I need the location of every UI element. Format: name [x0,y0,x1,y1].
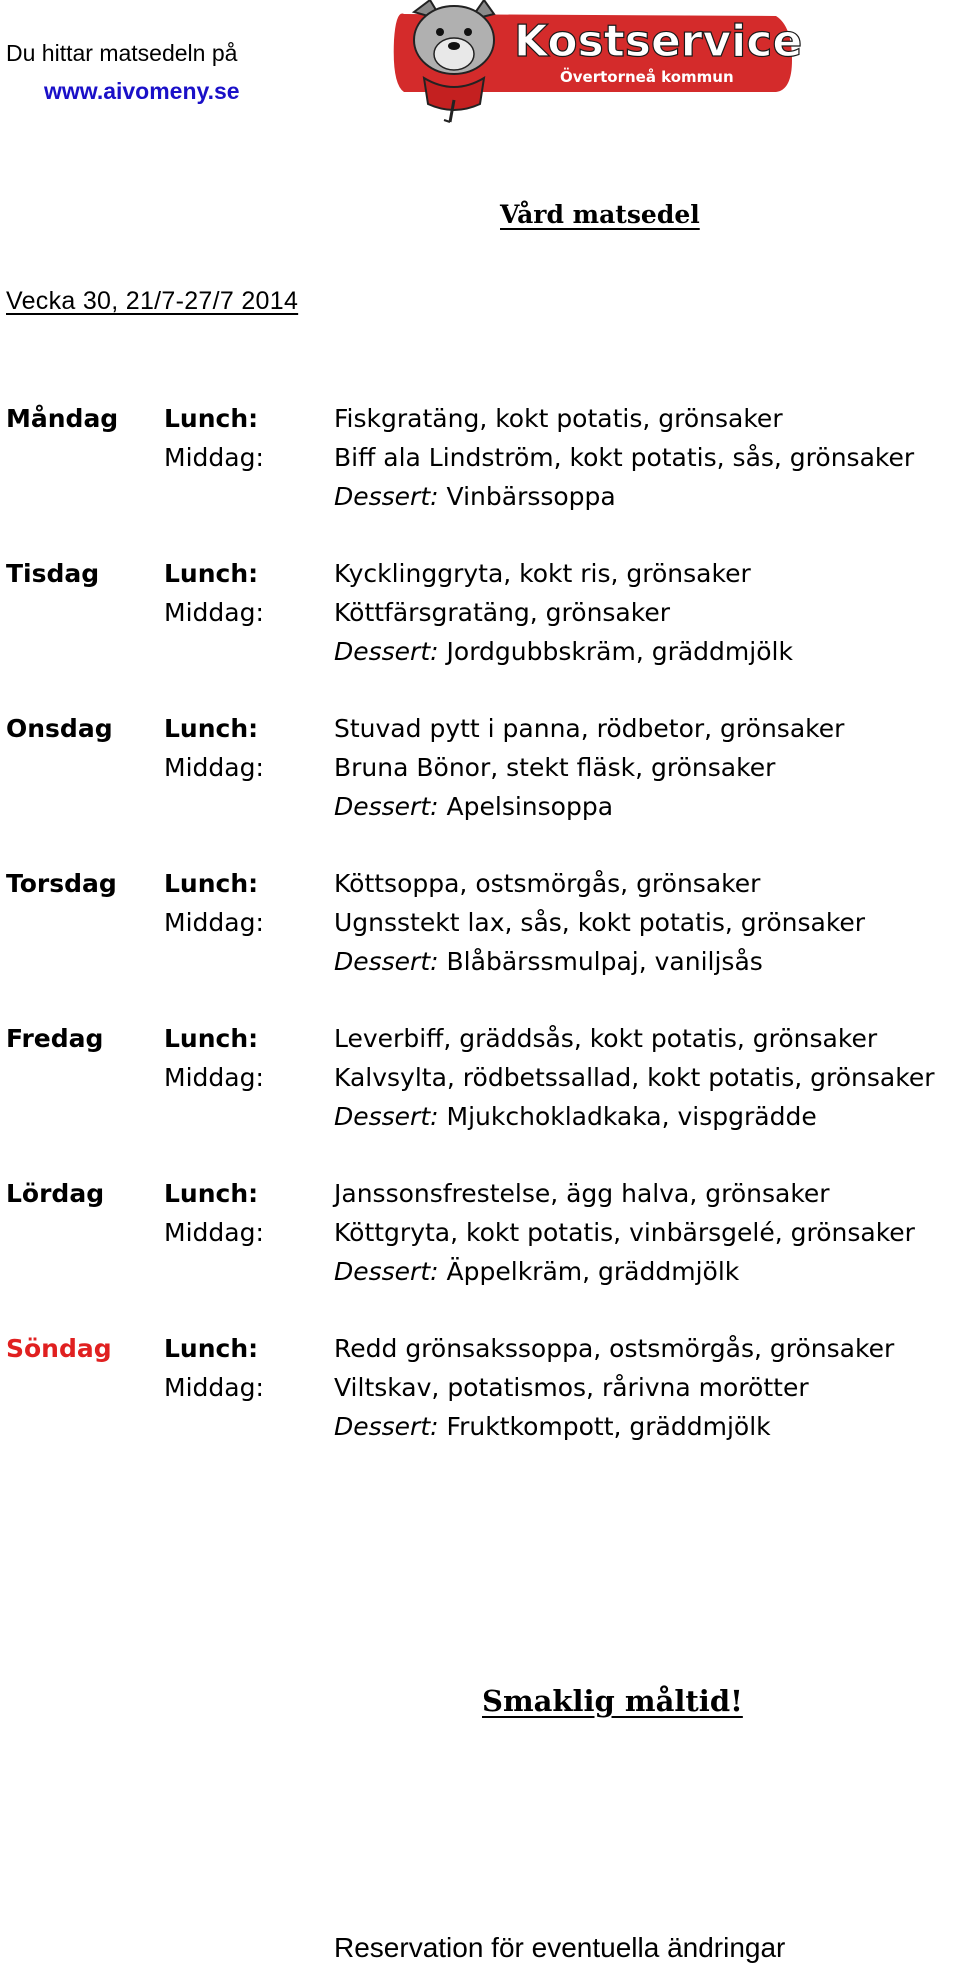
dessert-label: Dessert: [334,637,439,666]
dessert-dish: Apelsinsoppa [446,792,614,821]
wolf-mascot-icon [414,0,494,122]
middag-label: Middag: [164,908,264,937]
day-name: Onsdag [6,714,113,743]
dessert-dish: Fruktkompott, gräddmjölk [446,1412,771,1441]
lunch-label: Lunch: [164,1024,259,1053]
dessert-row [334,482,616,511]
closing-text: Smaklig måltid! [482,1684,743,1718]
day-name: Måndag [6,404,119,433]
dessert-dish: Vinbärssoppa [446,482,616,511]
dessert-label: Dessert: [334,482,439,511]
dessert-row [334,1412,771,1441]
logo-name: Kostservice [514,16,803,67]
lunch-dish: Leverbiff, gräddsås, kokt potatis, grönsaker [334,1024,878,1053]
middag-label: Middag: [164,1063,264,1092]
dessert-label: Dessert: [334,1102,439,1131]
lunch-label: Lunch: [164,1334,259,1363]
middag-label: Middag: [164,443,264,472]
middag-dish: Bruna Bönor, stekt fläsk, grönsaker [334,753,776,782]
dessert-dish: Äppelkräm, gräddmjölk [446,1257,740,1286]
kostservice-logo [384,0,804,124]
website-link[interactable]: www.aivomeny.se [44,78,240,104]
dessert-dish: Blåbärssmulpaj, vaniljsås [446,947,763,976]
logo-subtitle: Övertorneå kommun [560,68,734,86]
page-title: Vård matsedel [500,200,700,229]
middag-dish: Viltskav, potatismos, rårivna morötter [334,1373,809,1402]
lunch-dish: Kycklinggryta, kokt ris, grönsaker [334,559,751,588]
lunch-dish: Köttsoppa, ostsmörgås, grönsaker [334,869,761,898]
dessert-label: Dessert: [334,947,439,976]
middag-dish: Kalvsylta, rödbetssallad, kokt potatis, grönsaker [334,1063,935,1092]
lunch-label: Lunch: [164,714,259,743]
dessert-row [334,1102,817,1131]
middag-dish: Biff ala Lindström, kokt potatis, sås, grönsaker [334,443,915,472]
dessert-row [334,637,793,666]
day-name: Tisdag [6,559,100,588]
lunch-label: Lunch: [164,559,259,588]
dessert-label: Dessert: [334,792,439,821]
dessert-row [334,1257,739,1286]
dessert-row [334,792,613,821]
reservation-note: Reservation för eventuella ändringar [334,1932,786,1963]
lunch-label: Lunch: [164,404,259,433]
week-heading: Vecka 30, 21/7-27/7 2014 [6,287,299,315]
dessert-label: Dessert: [334,1257,439,1286]
dessert-label: Dessert: [334,1412,439,1441]
dessert-dish: Jordgubbskräm, gräddmjölk [446,637,793,666]
day-name: Fredag [6,1024,104,1053]
lunch-label: Lunch: [164,869,259,898]
lunch-dish: Redd grönsakssoppa, ostsmörgås, grönsaker [334,1334,895,1363]
day-name: Söndag [6,1334,112,1363]
lunch-label: Lunch: [164,1179,259,1208]
middag-label: Middag: [164,1218,264,1247]
lunch-dish: Fiskgratäng, kokt potatis, grönsaker [334,404,783,433]
intro-text: Du hittar matsedeln på [6,40,238,66]
middag-label: Middag: [164,1373,264,1402]
middag-dish: Ugnsstekt lax, sås, kokt potatis, grönsaker [334,908,866,937]
middag-dish: Köttgryta, kokt potatis, vinbärsgelé, grönsaker [334,1218,915,1247]
day-name: Lördag [6,1179,105,1208]
day-name: Torsdag [6,869,117,898]
dessert-row [334,947,763,976]
middag-label: Middag: [164,598,264,627]
lunch-dish: Stuvad pytt i panna, rödbetor, grönsaker [334,714,845,743]
dessert-dish: Mjukchokladkaka, vispgrädde [446,1102,817,1131]
lunch-dish: Janssonsfrestelse, ägg halva, grönsaker [334,1179,830,1208]
middag-dish: Köttfärsgratäng, grönsaker [334,598,670,627]
middag-label: Middag: [164,753,264,782]
